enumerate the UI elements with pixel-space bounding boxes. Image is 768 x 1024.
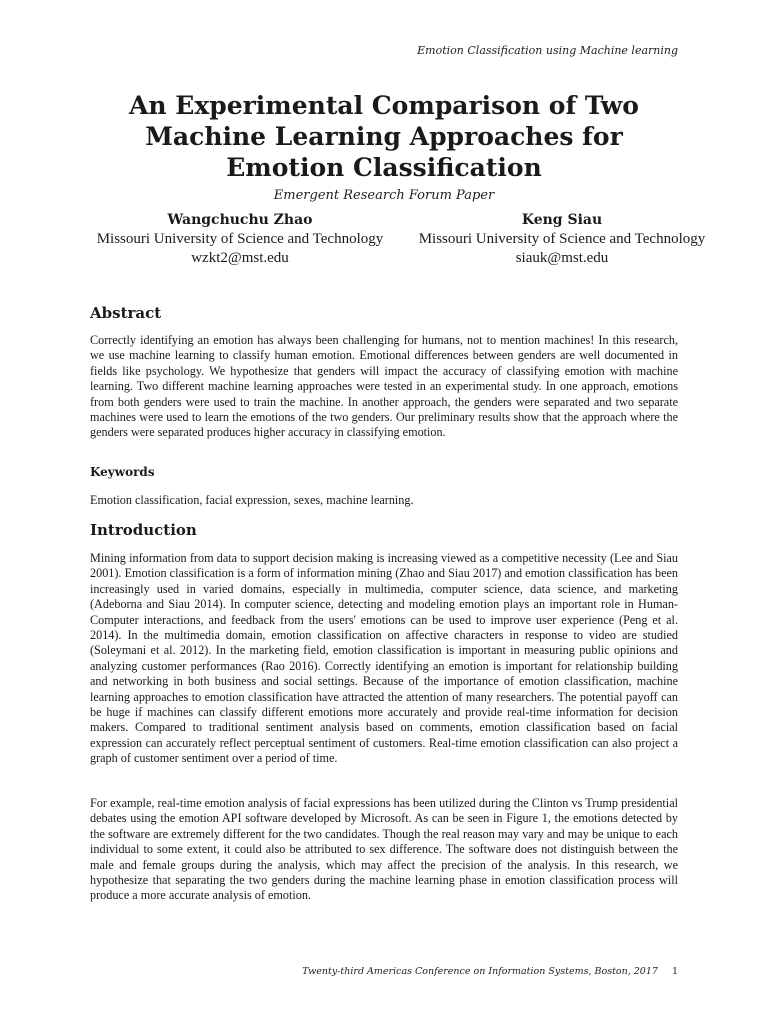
keywords-heading: Keywords — [90, 465, 155, 479]
author-affiliation: Missouri University of Science and Technology — [96, 231, 384, 247]
abstract-text: Correctly identifying an emotion has always been challenging for humans, not to mention machines! In this research, we use machine learning to classify human emotion. Emotional differences between genders are well documented in fields like psychology. We hypothesize that genders will impact the accuracy of classifying emotion with machine learning. Two different machine learning approaches were tested in an experimental study. In one approach, emotions from both genders were used to train the machine. In another approach, the genders were separated and two separate machines were used to learn the emotions of the two genders. Our preliminary results show that the approach where the genders were separated produces higher accuracy in classifying emotion. — [90, 333, 678, 440]
running-head: Emotion Classification using Machine learning — [417, 44, 678, 57]
author-name: Wangchuchu Zhao — [167, 212, 313, 228]
paper-subtitle: Emergent Research Forum Paper — [273, 188, 495, 203]
page-number: 1 — [671, 966, 678, 977]
introduction-paragraph-2: For example, real-time emotion analysis of facial expressions has been utilized during the Clinton vs Trump presidential debates using the emotion API software developed by Microsoft. As can be seen in Figure 1, the emotions detected by the software are extremely different for the two candidates. Though the real reason may vary and may be unique to each individual to some extent, it could also be attributed to sex difference. The software does not distinguish between the male and female groups during the analysis, which may affect the precision of the analysis. In this research, we hypothesize that separating the two genders during the machine learning phase in emotion classification process will produce a more accurate analysis of emotion. — [90, 796, 678, 903]
author-2 — [412, 211, 712, 268]
author-name: Keng Siau — [521, 212, 603, 228]
introduction-heading: Introduction — [90, 521, 197, 539]
abstract-heading: Abstract — [90, 304, 162, 322]
author-affiliation: Missouri University of Science and Technology — [418, 231, 706, 247]
author-1 — [90, 211, 390, 268]
author-email: wzkt2@mst.edu — [191, 250, 289, 266]
page-footer — [302, 966, 678, 977]
author-email: siauk@mst.edu — [515, 250, 609, 266]
keywords-text: Emotion classification, facial expression, sexes, machine learning. — [90, 493, 414, 507]
paper-title: An Experimental Comparison of Two Machine Learning Approaches for Emotion Classification — [129, 91, 639, 182]
introduction-paragraph-1: Mining information from data to support decision making is increasing viewed as a competitive necessity (Lee and Siau 2001). Emotion classification is a form of information mining (Zhao and Siau 2017) and emotion classification has been increasingly used in varied domains, especially in multimedia, computer science, data science, and marketing (Adeborna and Siau 2014). In computer science, detecting and modeling emotion plays an important role in Human-Computer interactions, and feedback from the users' emotions can be used to improve user experience (Peng et al. 2014). In the multimedia domain, emotion classification on affective characters in response to video are studied (Soleymani et al. 2012). In the marketing field, emotion classification is important in measuring public opinions and analyzing customer performances (Rao 2016). Correctly identifying an emotion is important for relationship building and networking in both business and social settings. Because of the importance of emotion classification, machine learning approaches to emotion classification have attracted the attention of many researchers. The potential payoff can be huge if machines can classify different emotions more accurately and provide real-time information for decision makers. Compared to traditional sentiment analysis based on comments, emotion classification based on facial expression can accurately reflect perceptual sentiment of customers. Real-time emotion classification can also project a graph of customer sentiment over a period of time. — [90, 551, 678, 766]
footer-conference: Twenty-third Americas Conference on Information Systems, Boston, 2017 — [302, 966, 658, 977]
